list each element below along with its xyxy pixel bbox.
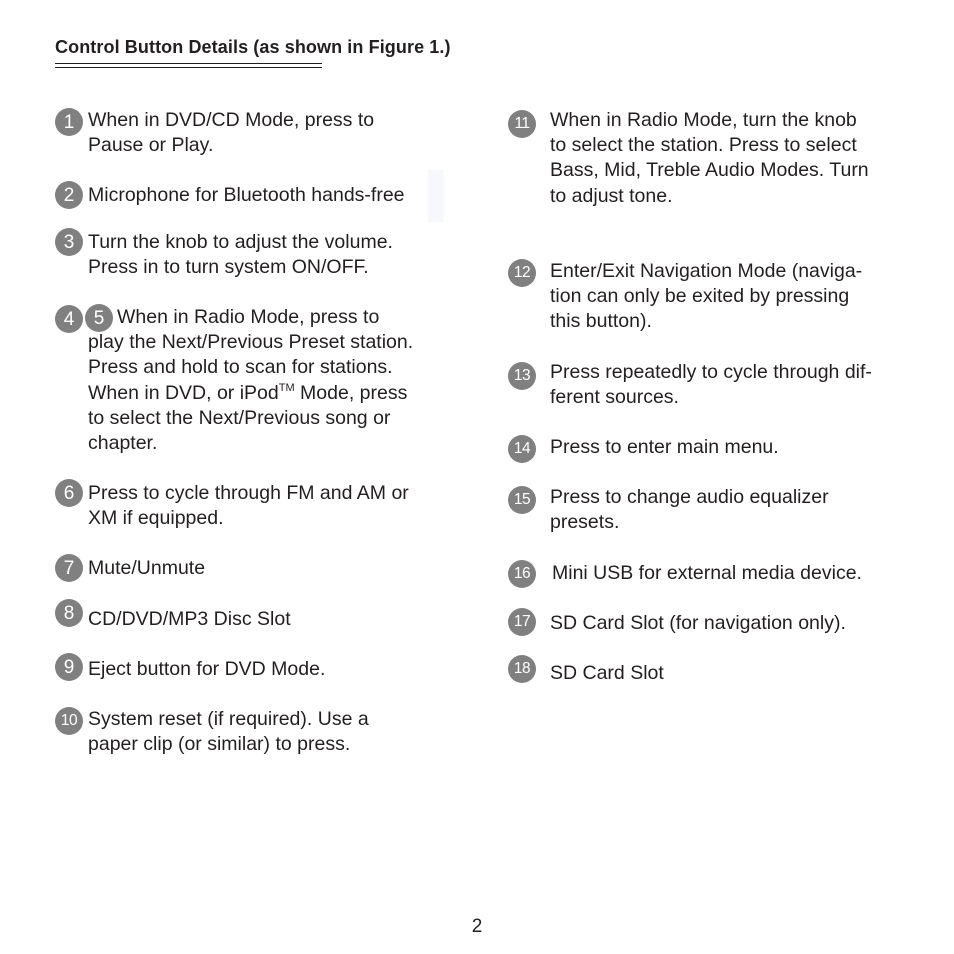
number-badge: 5 <box>85 304 113 332</box>
heading-underline-bottom <box>55 67 322 68</box>
number-badge: 4 <box>55 305 83 333</box>
number-badge: 8 <box>55 599 83 627</box>
item-text: CD/DVD/MP3 Disc Slot <box>88 608 291 630</box>
item-text: When in Radio Mode, press to play the Next/Previous Preset station. Press and hold to scan for stations. When in DVD, or iPod™ Mode, press to select the Next/Previous song or chapter. <box>88 306 414 455</box>
number-badge: 11 <box>508 110 536 138</box>
item-text: Eject button for DVD Mode. <box>88 658 326 680</box>
number-badge: 16 <box>508 560 536 588</box>
number-badge: 12 <box>508 259 536 287</box>
item-text: Press to change audio equalizer presets. <box>550 486 829 534</box>
item-text: Turn the knob to adjust the volume. Press in to turn system ON/OFF. <box>88 231 393 279</box>
page-heading: Control Button Details (as shown in Figure 1.) <box>55 37 451 57</box>
item-text: Press repeatedly to cycle through dif- ferent sources. <box>550 361 872 409</box>
number-badge: 18 <box>508 655 536 683</box>
item-text: When in DVD/CD Mode, press to Pause or Play. <box>88 109 375 157</box>
item-text: When in Radio Mode, turn the knob to select the station. Press to select Bass, Mid, Treble Audio Modes. Turn to adjust tone. <box>550 109 869 207</box>
item-text: Press to enter main menu. <box>550 436 779 458</box>
number-badge: 1 <box>55 108 83 136</box>
item-text: System reset (if required). Use a paper clip (or similar) to press. <box>88 708 369 756</box>
number-badge: 14 <box>508 435 536 463</box>
item-text: Enter/Exit Navigation Mode (naviga- tion can only be exited by pressing this button). <box>550 260 863 333</box>
heading-underline-top <box>55 63 322 64</box>
item-text: SD Card Slot <box>550 662 664 684</box>
number-badge: 2 <box>55 181 83 209</box>
item-text: SD Card Slot (for navigation only). <box>550 612 846 634</box>
item-text: Mini USB for external media device. <box>552 562 862 584</box>
page-number: 2 <box>471 916 483 937</box>
number-badge: 10 <box>55 707 83 735</box>
number-badge: 15 <box>508 486 536 514</box>
number-badge: 13 <box>508 362 536 390</box>
number-badge: 9 <box>55 653 83 681</box>
item-text: Mute/Unmute <box>88 557 206 579</box>
number-badge: 17 <box>508 608 536 636</box>
item-text: Press to cycle through FM and AM or XM if equipped. <box>88 482 409 530</box>
number-badge: 3 <box>55 228 83 256</box>
number-badge: 7 <box>55 554 83 582</box>
item-text: Microphone for Bluetooth hands-free <box>88 184 405 206</box>
scan-artifact <box>428 170 444 222</box>
number-badge: 6 <box>55 479 83 507</box>
trademark-mark: TM <box>278 381 295 394</box>
